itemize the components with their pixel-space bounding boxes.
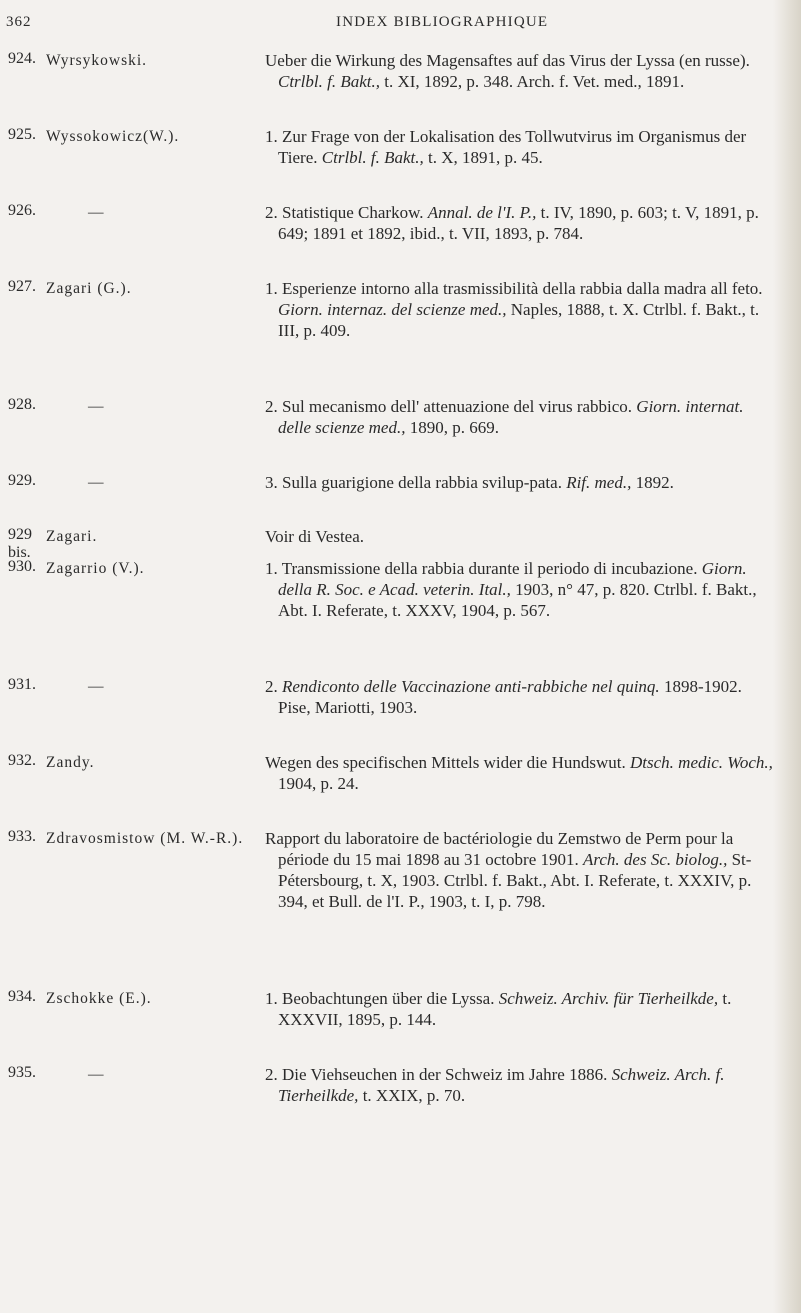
entry-details: 1898-1902. Pise, Mariotti, 1903. [278, 677, 742, 717]
entry-citation [265, 126, 778, 168]
entry-source: Arch. des Sc. biolog., [583, 850, 728, 869]
entry-title: Wegen des specifischen Mittels wider die Hundswut. [265, 753, 630, 772]
entry-details: t. XI, 1892, p. 348. Arch. f. Vet. med., 1891. [380, 72, 685, 91]
entry-number: 925. [8, 126, 36, 143]
bibliography-entry [0, 202, 800, 268]
bibliography-entry [0, 50, 800, 116]
running-head [0, 14, 801, 38]
entry-source: Giorn. della R. Soc. e Acad. veterin. Ital., [278, 559, 747, 599]
bibliography-list [0, 50, 800, 1140]
entry-details: Naples, 1888, t. X. Ctrlbl. f. Bakt., t. III, p. 409. [278, 300, 760, 340]
entry-author: — [88, 474, 105, 491]
page-title: INDEX BIBLIOGRAPHIQUE [336, 14, 549, 30]
entry-number: 929 bis. [8, 526, 32, 561]
entry-citation [265, 828, 778, 912]
page-number: 362 [6, 14, 32, 30]
entry-number: 929. [8, 472, 36, 489]
entry-details: 1904, p. 24. [278, 774, 359, 793]
entry-details: 1890, p. 669. [405, 418, 499, 437]
entry-title: 1. Beobachtungen über die Lyssa. [265, 989, 499, 1008]
bibliography-entry [0, 396, 800, 462]
entry-title: Voir di Vestea. [265, 527, 365, 546]
entry-source: Schweiz. Archiv. für Tierheilkde, [498, 989, 719, 1008]
entry-author: Zagarrio (V.). [46, 560, 145, 577]
entry-author: Zagari (G.). [46, 280, 132, 297]
bibliography-entry [0, 126, 800, 192]
entry-citation [265, 472, 778, 493]
bibliography-entry [0, 472, 800, 516]
entry-details: St-Pétersbourg, t. X, 1903. Ctrlbl. f. Bakt., Abt. I. Referate, t. XXXIV, p. 394, et Bull. de l'I. P., 1903, t. I, p. 798. [278, 850, 752, 911]
entry-source: Rendiconto delle Vaccinazione anti-rabbiche nel quinq. [282, 677, 660, 696]
entry-number: 927. [8, 278, 36, 295]
entry-source: Rif. med., [566, 473, 632, 492]
entry-title: 1. Transmissione della rabbia durante il periodo di incubazione. [265, 559, 702, 578]
entry-source: Annal. de l'I. P., [427, 203, 537, 222]
entry-source: Dtsch. medic. Woch., [630, 753, 773, 772]
entry-citation [265, 396, 778, 438]
bibliography-entry [0, 278, 800, 386]
entry-number: 930. [8, 558, 36, 575]
entry-title: Rapport du laboratoire de bactériologie du Zemstwo de Perm pour la période du 15 mai 1898 au 31 octobre 1901. [265, 829, 734, 869]
bibliography-entry [0, 752, 800, 818]
entry-details: t. XXXVII, 1895, p. 144. [278, 989, 732, 1029]
entry-author: — [88, 1066, 105, 1083]
entry-source: Giorn. internaz. del scienze med., [278, 300, 507, 319]
entry-number: 934. [8, 988, 36, 1005]
entry-details: t. IV, 1890, p. 603; t. V, 1891, p. 649; 1891 et 1892, ibid., t. VII, 1893, p. 784. [278, 203, 759, 243]
entry-author: — [88, 678, 105, 695]
entry-citation [265, 50, 778, 92]
entry-number: 926. [8, 202, 36, 219]
bibliography-entry [0, 676, 800, 742]
entry-source: Ctrlbl. f. Bakt., [321, 148, 424, 167]
entry-author: Zdravosmistow (M. W.-R.). [46, 830, 244, 847]
entry-number: 928. [8, 396, 36, 413]
bibliography-entry [0, 988, 800, 1054]
entry-number: 935. [8, 1064, 36, 1081]
entry-number: 931. [8, 676, 36, 693]
entry-title: 2. Sul mecanismo dell' attenuazione del virus rabbico. [265, 397, 637, 416]
entry-citation [265, 1064, 778, 1106]
entry-citation [265, 988, 778, 1030]
entry-citation [265, 526, 778, 547]
entry-title: 2. [265, 677, 282, 696]
entry-title: 1. Zur Frage von der Lokalisation des Tollwutvirus im Organismus der Tiere. [265, 127, 747, 167]
entry-number: 932. [8, 752, 36, 769]
entry-title: 2. Statistique Charkow. [265, 203, 428, 222]
entry-author: Zandy. [46, 754, 95, 771]
entry-author: Wyrsykowski. [46, 52, 148, 69]
entry-author: Zschokke (E.). [46, 990, 152, 1007]
entry-title: Ueber die Wirkung des Magensaftes auf das Virus der Lyssa (en russe). [265, 51, 750, 70]
entry-number: 924. [8, 50, 36, 67]
entry-source: Giorn. internat. delle scienze med., [278, 397, 744, 437]
bibliography-entry [0, 526, 800, 561]
entry-source: Ctrlbl. f. Bakt., [278, 72, 380, 91]
entry-source: Schweiz. Arch. f. Tierheilkde, [278, 1065, 725, 1105]
entry-title: 3. Sulla guarigione della rabbia svilup-pata. [265, 473, 567, 492]
bibliography-entry [0, 1064, 800, 1130]
entry-citation [265, 558, 778, 621]
entry-title: 2. Die Viehseuchen in der Schweiz im Jahre 1886. [265, 1065, 612, 1084]
entry-details: 1903, n° 47, p. 820. Ctrlbl. f. Bakt., Abt. I. Referate, t. XXXV, 1904, p. 567. [278, 580, 757, 620]
entry-details: 1892. [631, 473, 674, 492]
entry-details: t. XXIX, p. 70. [358, 1086, 466, 1105]
entry-citation [265, 202, 778, 244]
bibliography-entry [0, 558, 800, 666]
entry-author: Zagari. [46, 528, 98, 545]
entry-citation [265, 752, 778, 794]
entry-title: 1. Esperienze intorno alla trasmissibilità della rabbia dalla madra all feto. [265, 279, 763, 298]
entry-author: — [88, 204, 105, 221]
entry-details: t. X, 1891, p. 45. [423, 148, 543, 167]
bibliography-entry [0, 828, 800, 978]
entry-number: 933. [8, 828, 36, 845]
entry-author: Wyssokowicz(W.). [46, 128, 180, 145]
entry-citation [265, 676, 778, 718]
entry-citation [265, 278, 778, 341]
entry-author: — [88, 398, 105, 415]
